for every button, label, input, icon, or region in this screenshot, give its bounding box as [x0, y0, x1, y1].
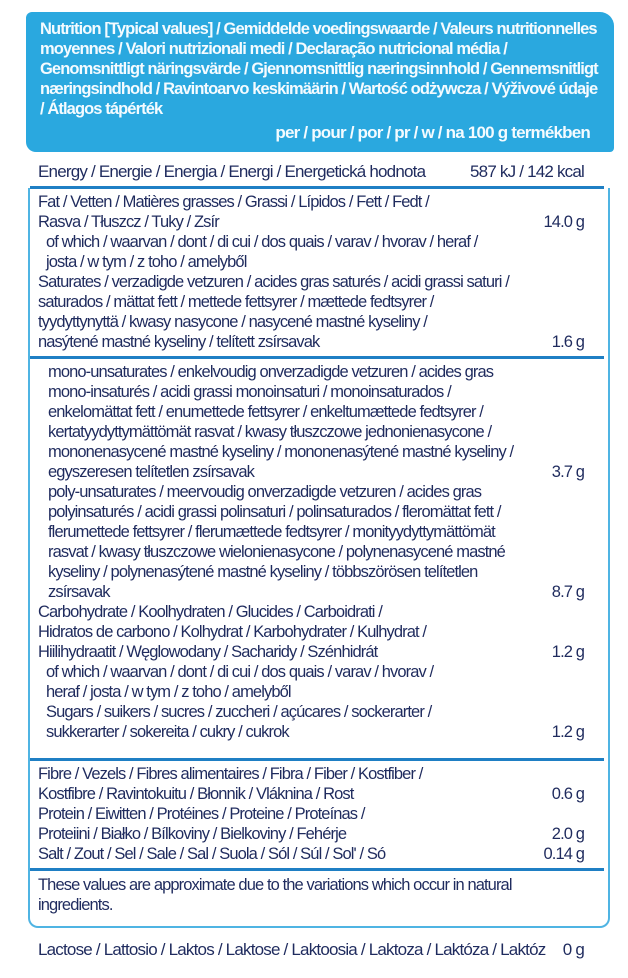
nutrient-label-line: Carbohydrate / Koolhydraten / Glucides / Carboidrati /: [38, 603, 382, 621]
fat-section: [38, 192, 584, 352]
nutrient-value: 0.6 g: [551, 785, 584, 803]
nutrient-value: 2.0 g: [551, 825, 584, 843]
nutrient-row: [38, 804, 584, 844]
nutrient-row: [38, 602, 584, 662]
nutrient-value: 14.0 g: [543, 213, 584, 231]
nutrient-label-line: of which / waarvan / dont / di cui / dos quais / varav / hvorav /: [46, 663, 434, 681]
lactose-label: Lactose / Lattosio / Laktos / Laktose / Laktoosia / Laktoza / Laktóza / Laktóz: [38, 940, 546, 959]
nutrient-label-line: mono-insaturés / acidi grassi monoinsaturi / monoinsaturados /: [48, 383, 451, 401]
lactose-value: 0 g: [562, 940, 584, 959]
nutrient-label-line: josta / w tym / z toho / amelyből: [46, 253, 247, 271]
nutrient-label-line: saturados / mättat fett / mettede fettsyrer / mættede fedtsyrer /: [38, 293, 434, 311]
nutrient-row: [38, 875, 584, 915]
nutrient-label-line: poly-unsaturates / meervoudig onverzadigde vetzuren / acides gras: [48, 483, 482, 501]
nutrient-value: 8.7 g: [551, 583, 584, 601]
nutrient-row: [38, 362, 584, 482]
nutrient-value: 1.2 g: [551, 723, 584, 741]
nutrient-row: [38, 272, 584, 352]
nutrient-row: [38, 232, 584, 272]
per-100g-label: per / pour / por / pr / w / na 100 g termékben: [275, 123, 590, 142]
nutrient-label-line: zsírsavak: [48, 583, 110, 601]
nutrient-label-line: kyseliny / polynenasýtené mastné kyseliny / többszörösen telítetlen: [48, 563, 478, 581]
nutrient-value: 1.2 g: [551, 643, 584, 661]
divider: [30, 356, 604, 359]
nutrient-label-line: mononenasycené mastné kyseliny / mononenasýtené mastné kyseliny /: [48, 443, 514, 461]
nutrient-label-line: kertatyydyttymättömät rasvat / kwasy tłuszczowe jednonienasycone /: [48, 423, 492, 441]
nutrient-label-line: egyszeresen telítetlen zsírsavak: [48, 463, 254, 481]
nutrient-label-line: Fat / Vetten / Matières grasses / Grassi / Lípidos / Fett / Fedt /: [38, 193, 429, 211]
lactose-row: [38, 940, 584, 960]
nutrient-value: 0.14 g: [543, 845, 584, 863]
nutrient-label-line: These values are approximate due to the variations which occur in natural: [38, 876, 512, 894]
nutrient-label-line: Saturates / verzadigde vetzuren / acides gras saturés / acidi grassi saturi /: [38, 273, 509, 291]
nutrient-label-line: Sugars / suikers / sucres / zuccheri / açúcares / sockerarter /: [46, 703, 432, 721]
nutrient-label-line: flerumettede fettsyrer / flerumættede fedtsyrer / monityydyttymättömät: [48, 523, 495, 541]
fatty-acids-carbs-section: [38, 362, 584, 742]
nutrient-label-line: ingredients.: [38, 896, 113, 914]
nutrient-label-line: nasýtené mastné kyseliny / telített zsírsavak: [38, 333, 320, 351]
nutrient-row: [38, 662, 584, 702]
nutrient-label-line: Hidratos de carbono / Kolhydrat / Karbohydrater / Kulhydrat /: [38, 623, 427, 641]
nutrient-label-line: enkelomättat fett / enumettede fettsyrer / enkeltumættede fedtsyrer /: [48, 403, 483, 421]
nutrient-label-line: Proteiini / Białko / Bílkoviny / Bielkoviny / Fehérje: [38, 825, 347, 843]
nutrient-label-line: Rasva / Tłuszcz / Tuky / Zsír: [38, 213, 219, 231]
nutrient-label-line: polyinsaturés / acidi grassi polinsaturi / polinsaturados / fleromättat fett /: [48, 503, 501, 521]
nutrient-label-line: Protein / Eiwitten / Protéines / Proteine / Proteínas /: [38, 805, 365, 823]
energy-label: Energy / Energie / Energia / Energi / Energetická hodnota: [38, 162, 426, 181]
nutrient-row: [38, 844, 584, 864]
nutrient-row: [38, 192, 584, 232]
divider: [30, 186, 604, 189]
nutrient-row: [38, 702, 584, 742]
nutrient-value: 1.6 g: [551, 333, 584, 351]
divider: [30, 758, 604, 761]
nutrient-row: [38, 482, 584, 602]
nutrient-label-line: Kostfibre / Ravintokuitu / Błonnik / Vláknina / Rost: [38, 785, 354, 803]
nutrient-label-line: Fibre / Vezels / Fibres alimentaires / Fibra / Fiber / Kostfiber /: [38, 765, 423, 783]
energy-value: 587 kJ / 142 kcal: [470, 162, 584, 181]
nutrition-title: Nutrition [Typical values] / Gemiddelde voedingswaarde / Valeurs nutritionnelles moyennes / Valori nutrizionali medi / Declaração nutricional média / Genomsnittligt näringsvärde / Gjennomsnittlig næringsinnhold / Gennemsnitligt næringsindhold / Ravintoarvo keskimäärin / Wartość odżywcza / Výživové údaje / Átlagos tápérték: [40, 20, 598, 118]
nutrient-value: 3.7 g: [551, 463, 584, 481]
nutrient-label-line: of which / waarvan / dont / di cui / dos quais / varav / hvorav / heraf /: [46, 233, 478, 251]
nutrient-label-line: sukkerarter / sokereita / cukry / cukrok: [46, 723, 289, 741]
nutrient-row: [38, 764, 584, 804]
nutrient-label-line: heraf / josta / w tym / z toho / amelyből: [46, 683, 291, 701]
nutrient-label-line: rasvat / kwasy tłuszczowe wielonienasycone / polynenasycené mastné: [48, 543, 505, 561]
nutrient-label-line: Hiilihydraatit / Węglowodany / Sacharidy / Szénhidrát: [38, 643, 378, 661]
disclaimer-section: [38, 875, 584, 915]
nutrient-label-line: tyydyttynyttä / kwasy nasycone / nasycené mastné kyseliny /: [38, 313, 427, 331]
nutrient-label-line: mono-unsaturates / enkelvoudig onverzadigde vetzuren / acides gras: [48, 363, 494, 381]
nutrient-label-line: Salt / Zout / Sel / Sale / Sal / Suola / Sól / Súl / Sol' / Só: [38, 845, 386, 863]
energy-row: [38, 162, 584, 182]
divider: [30, 868, 604, 871]
fibre-protein-salt-section: [38, 764, 584, 864]
